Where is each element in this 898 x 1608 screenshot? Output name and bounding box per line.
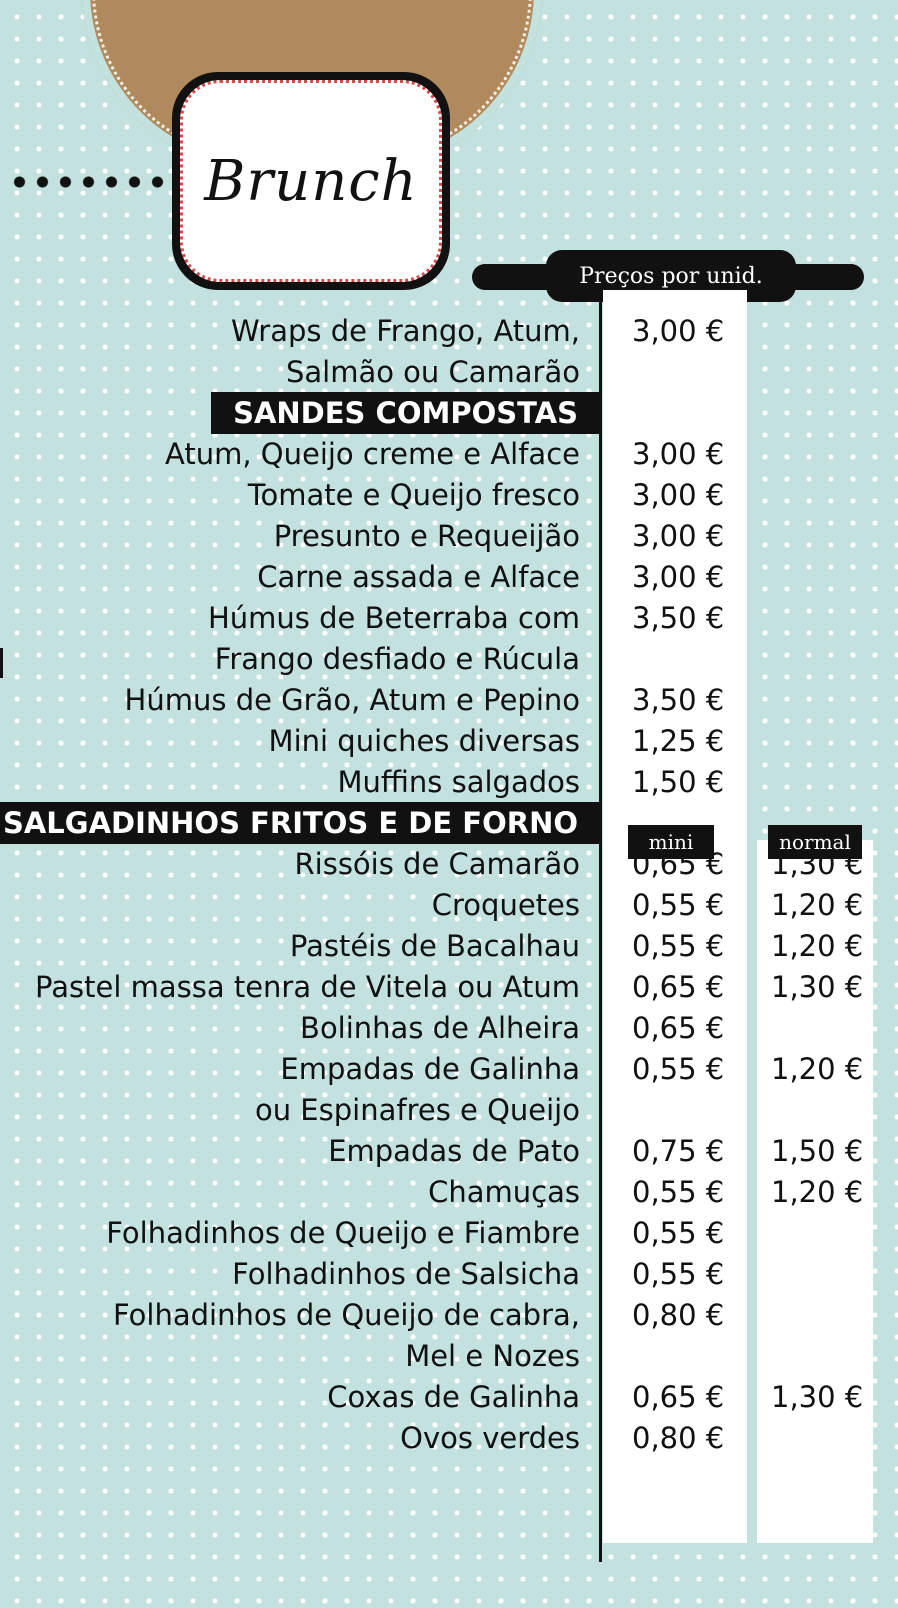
menu-item-name: Chamuças [428,1175,580,1209]
normal-price: 1,20 € [771,1175,864,1209]
mini-price: 0,55 € [632,1052,725,1086]
title-plaque [172,72,450,290]
mini-price: 0,65 € [632,970,725,1004]
menu-row [0,1253,898,1295]
menu-item-name: Salmão ou Camarão [285,355,580,389]
menu-item-name: Mini quiches diversas [268,724,580,758]
menu-row [0,925,898,967]
menu-item-name: Atum, Queijo creme e Alface [165,437,580,471]
menu-row [0,1171,898,1213]
menu-row [0,556,898,598]
menu-row [0,1335,898,1377]
mini-price: 1,25 € [632,724,725,758]
menu-item-name: Croquetes [431,888,580,922]
menu-item-name: Wraps de Frango, Atum, [230,314,580,348]
mini-price: 3,00 € [632,478,725,512]
menu-item-name: Tomate e Queijo fresco [247,478,580,512]
mini-price: 3,00 € [632,519,725,553]
menu-item-name: Pastéis de Bacalhau [289,929,580,963]
normal-column-label: normal [768,825,862,859]
mini-price: 0,55 € [632,929,725,963]
menu-row [0,679,898,721]
normal-price: 1,20 € [771,929,864,963]
menu-item-name: Empadas de Galinha [280,1052,580,1086]
menu-item-name: Bolinhas de Alheira [300,1011,580,1045]
title-plaque-inner [180,80,442,282]
normal-price: 1,50 € [771,1134,864,1168]
menu-item-name: Húmus de Grão, Atum e Pepino [124,683,580,717]
menu-row [0,433,898,475]
menu-row [0,884,898,926]
mini-price: 3,00 € [632,437,725,471]
menu-item-name: Folhadinhos de Salsicha [232,1257,580,1291]
menu-item-name: Rissóis de Camarão [294,847,580,881]
mini-column-label: mini [628,825,714,859]
normal-price: 1,20 € [771,888,864,922]
section-header: SALGADINHOS FRITOS E DE FORNO [0,802,600,844]
menu-row [0,597,898,639]
menu-item-name: Empadas de Pato [328,1134,580,1168]
menu-row [0,351,898,393]
menu-row [0,966,898,1008]
menu-item-name: Folhadinhos de Queijo de cabra, [113,1298,580,1332]
menu-item-name: Coxas de Galinha [327,1380,580,1414]
menu-item-name: ou Espinafres e Queijo [254,1093,580,1127]
menu-row [0,474,898,516]
normal-price: 1,30 € [771,1380,864,1414]
mini-price: 0,80 € [632,1421,725,1455]
dotted-leader-decoration [8,175,168,189]
menu-item-name: Húmus de Beterraba com [207,601,580,635]
mini-price: 0,55 € [632,888,725,922]
menu-item-name: Mel e Nozes [405,1339,580,1373]
mini-price: 3,00 € [632,314,725,348]
menu-item-name: Frango desfiado e Rúcula [214,642,580,676]
mini-price: 0,55 € [632,1216,725,1250]
mini-price: 0,80 € [632,1298,725,1332]
menu-item-name: Pastel massa tenra de Vitela ou Atum [35,970,580,1004]
mini-price: 0,65 € [632,1011,725,1045]
mini-price: 3,00 € [632,560,725,594]
menu-row [0,1294,898,1336]
section-header: SANDES COMPOSTAS [211,392,600,434]
mini-price: 3,50 € [632,601,725,635]
menu-row [0,1212,898,1254]
menu-row [0,310,898,352]
normal-price: 1,20 € [771,1052,864,1086]
menu-row [0,720,898,762]
menu-item-name: Ovos verdes [400,1421,580,1455]
mini-price: 0,55 € [632,1257,725,1291]
page-title: Brunch [204,148,418,214]
menu-row [0,1089,898,1131]
price-caption: Preços por unid. [546,250,796,302]
menu-row [0,1007,898,1049]
menu-row [0,761,898,803]
menu-row [0,1417,898,1459]
mini-price: 3,50 € [632,683,725,717]
menu-item-name: Muffins salgados [337,765,580,799]
menu-row [0,638,898,680]
mini-price: 0,65 € [632,1380,725,1414]
mini-price: 1,50 € [632,765,725,799]
normal-price: 1,30 € [771,847,864,881]
menu-row [0,1048,898,1090]
mini-price: 0,55 € [632,1175,725,1209]
mini-price: 0,65 € [632,847,725,881]
normal-price: 1,30 € [771,970,864,1004]
menu-row [0,1130,898,1172]
menu-row [0,843,898,885]
menu-item-name: Carne assada e Alface [257,560,580,594]
menu-item-name: Presunto e Requeijão [273,519,580,553]
mini-price: 0,75 € [632,1134,725,1168]
menu-item-name: Folhadinhos de Queijo e Fiambre [106,1216,580,1250]
menu-row [0,1376,898,1418]
menu-row [0,515,898,557]
